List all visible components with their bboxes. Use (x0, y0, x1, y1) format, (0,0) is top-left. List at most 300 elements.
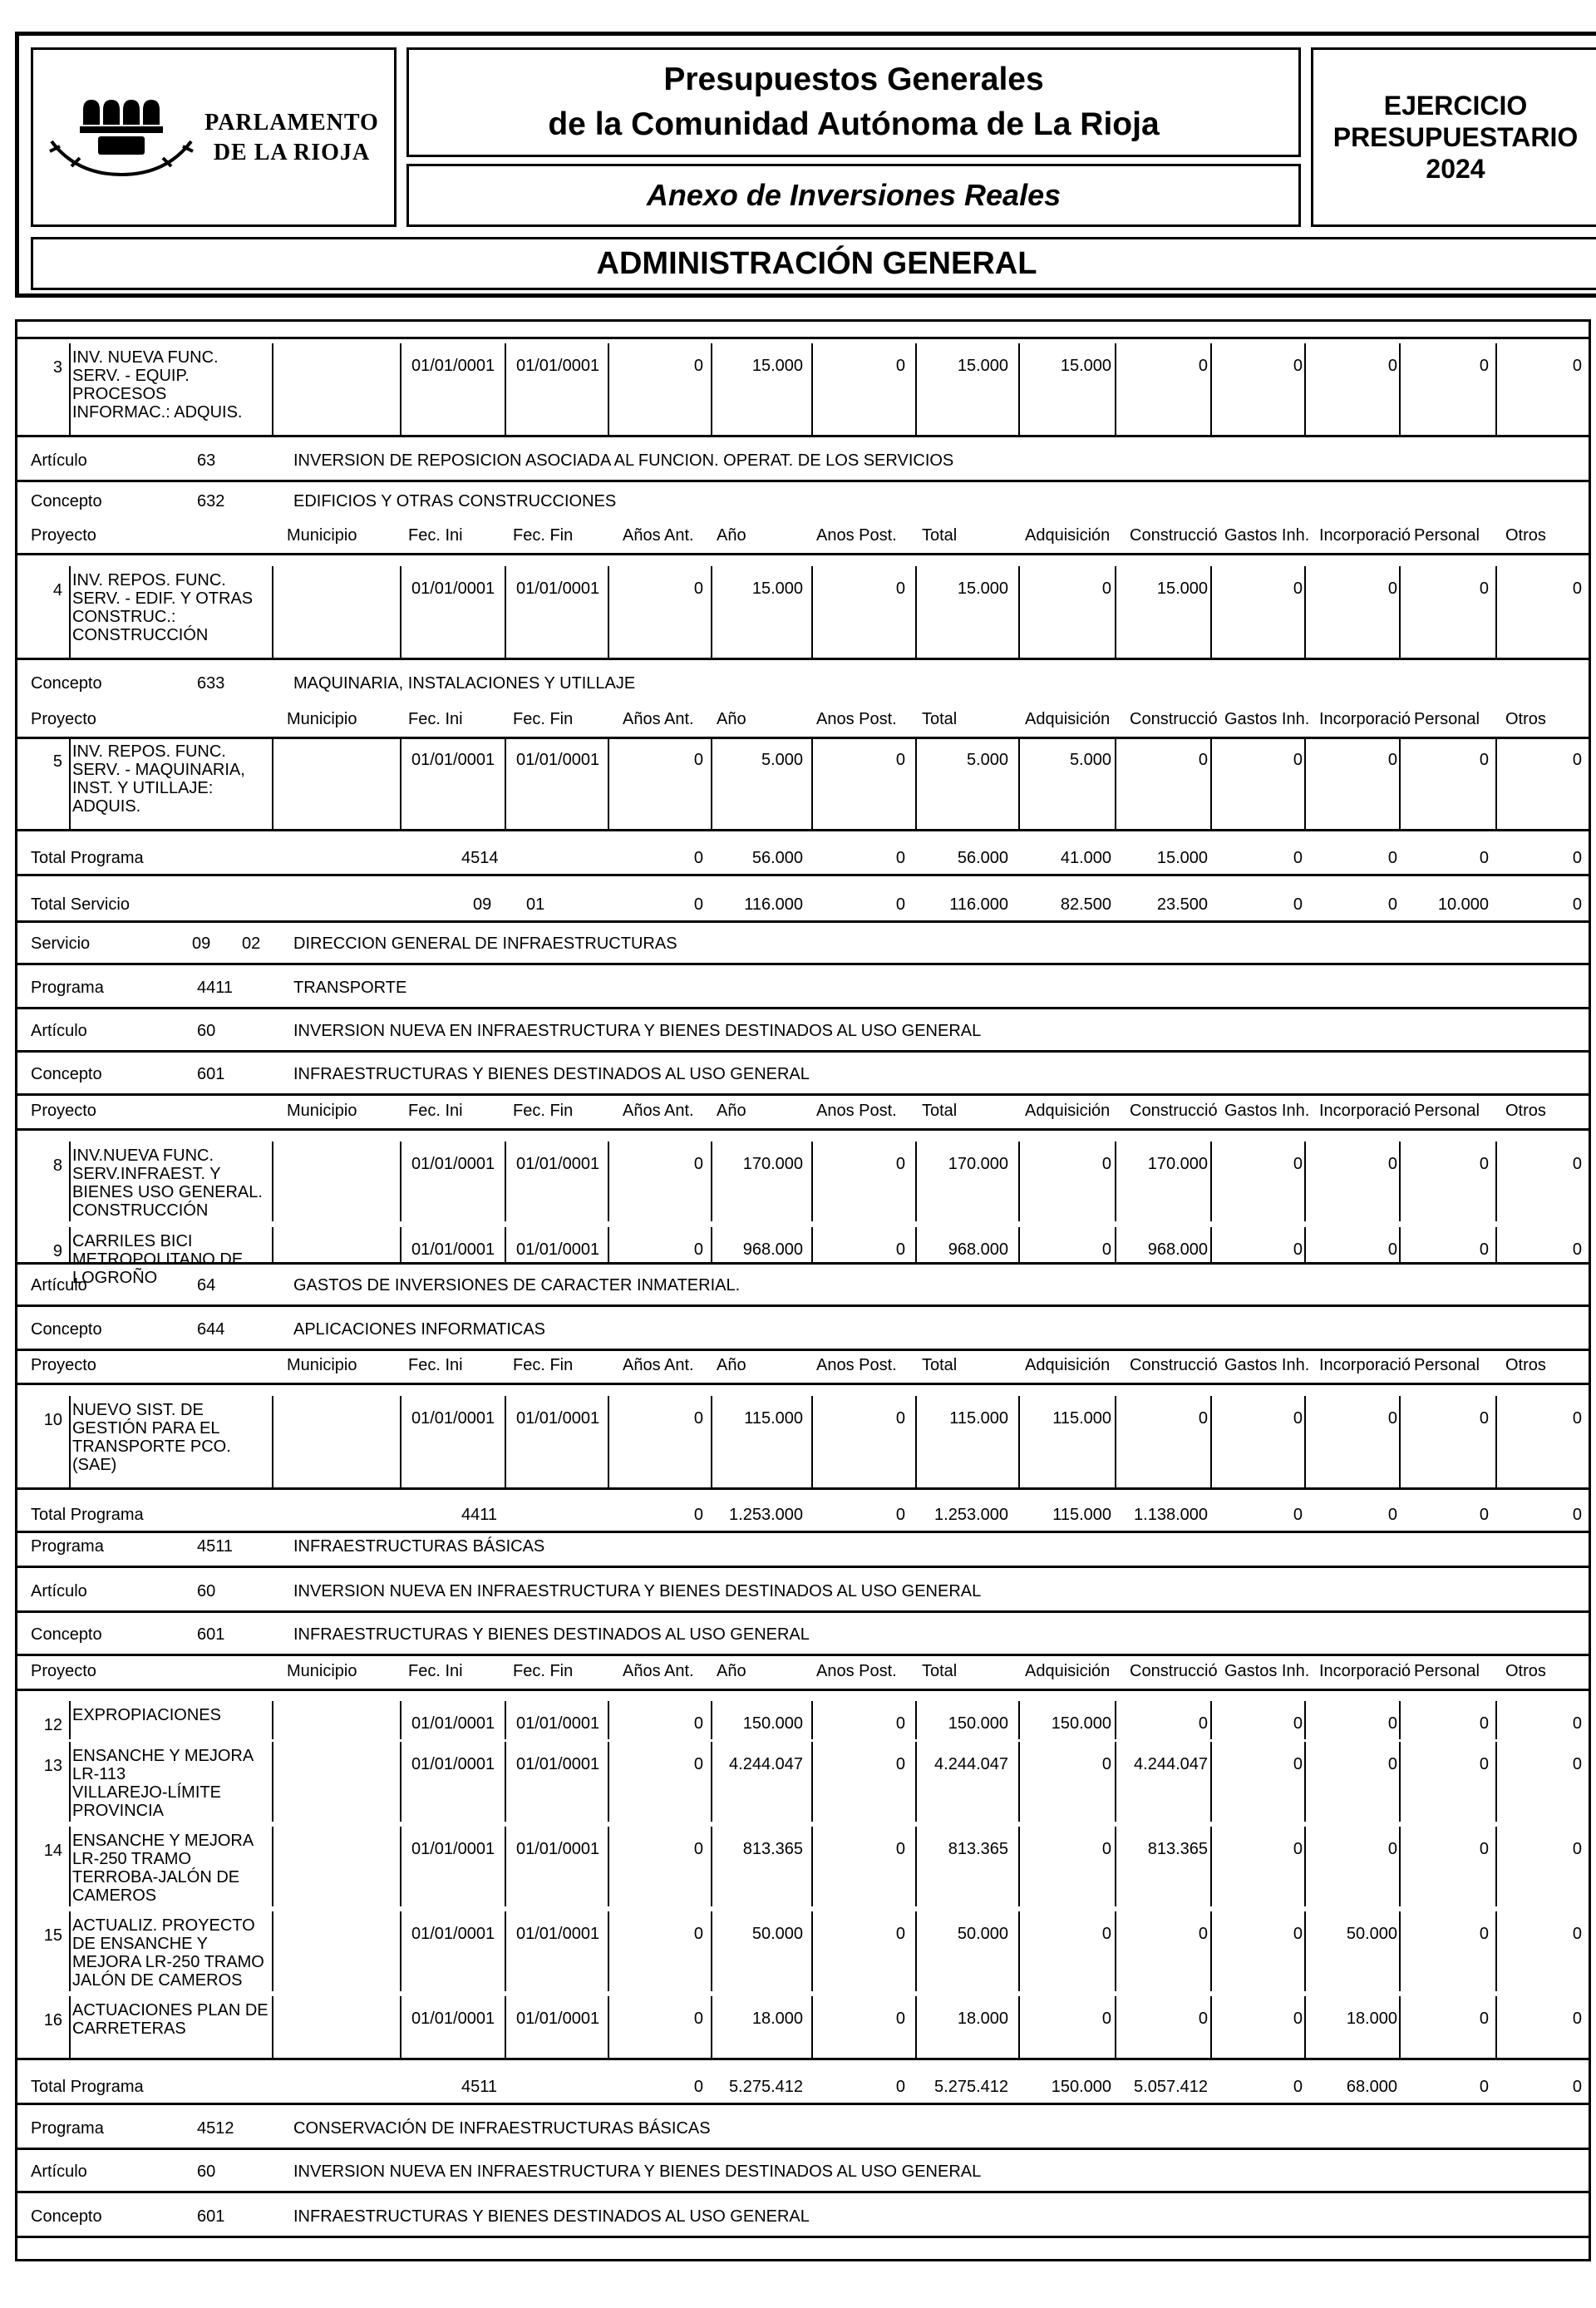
cell-rule (69, 1742, 71, 1822)
document-title (406, 47, 1301, 157)
row-rule (17, 1007, 1589, 1009)
row-rule (17, 2191, 1589, 2193)
project-value: 0 (1387, 357, 1397, 375)
title-line-2: de la Comunidad Autónoma de La Rioja (548, 106, 1160, 142)
project-value: 0 (1101, 579, 1111, 598)
cell-rule (915, 566, 917, 658)
column-header: Adquisición (1025, 1662, 1111, 1680)
project-value: 0 (1293, 1755, 1303, 1773)
row-rule (17, 1128, 1589, 1131)
project-name (72, 348, 272, 422)
row-description: EDIFICIOS Y OTRAS CONSTRUCCIONES (293, 492, 617, 510)
total-value: 15.000 (1156, 849, 1208, 867)
end-date: 01/01/0001 (516, 1155, 600, 1173)
project-value: 50.000 (1346, 1925, 1397, 1943)
cell-rule (1018, 1396, 1020, 1487)
column-header: Adquisición (1025, 1356, 1111, 1374)
row-rule (17, 480, 1589, 482)
cell-rule (272, 1996, 273, 2058)
cell-rule (1210, 1396, 1212, 1487)
cell-rule (505, 343, 506, 435)
project-name-line: LOGROÑO (72, 1269, 158, 1287)
cell-rule (1304, 566, 1306, 658)
cell-rule (1210, 1701, 1212, 1739)
total-value: 82.500 (1060, 895, 1111, 914)
cell-rule (1399, 343, 1401, 435)
project-name-line: ACTUACIONES PLAN DE (72, 2001, 268, 2020)
project-name-line: (SAE) (72, 1456, 117, 1474)
total-value: 5.057.412 (1134, 2078, 1208, 2096)
cell-rule (915, 1701, 917, 1739)
total-value: 0 (895, 849, 905, 867)
project-number: 5 (52, 752, 62, 771)
project-value: 0 (1479, 1240, 1489, 1259)
column-header: Anos Post. (816, 526, 897, 545)
row-label: Artículo (31, 1582, 87, 1600)
row-rule (17, 1304, 1589, 1307)
row-description: APLICACIONES INFORMATICAS (293, 1320, 546, 1339)
cell-rule (505, 737, 506, 829)
column-header: Proyecto (31, 1102, 96, 1120)
cell-rule (272, 343, 273, 435)
total-value: 0 (1387, 1506, 1397, 1524)
project-value: 0 (1479, 1840, 1489, 1858)
project-name-line: NUEVO SIST. DE (72, 1401, 204, 1419)
start-date: 01/01/0001 (411, 2010, 495, 2028)
row-description: INFRAESTRUCTURAS Y BIENES DESTINADOS AL USO GENERAL (293, 1065, 810, 1083)
start-date: 01/01/0001 (411, 1925, 495, 1943)
project-name-line: JALÓN DE CAMEROS (72, 1971, 243, 1990)
column-header: Personal (1414, 526, 1480, 545)
logo-box (31, 47, 397, 227)
start-date: 01/01/0001 (411, 1155, 495, 1173)
project-value: 0 (1479, 1755, 1489, 1773)
cell-rule (1018, 1827, 1020, 1906)
cell-rule (811, 1742, 813, 1822)
column-header: Personal (1414, 710, 1480, 728)
project-name (72, 2001, 272, 2038)
row-rule (17, 2103, 1589, 2105)
cell-rule (711, 737, 712, 829)
cell-rule (711, 1742, 712, 1822)
column-header: Años Ant. (623, 1356, 694, 1374)
cell-rule (1304, 737, 1306, 829)
project-value: 0 (1293, 1155, 1303, 1173)
project-name (72, 1147, 272, 1220)
total-value: 0 (1387, 895, 1397, 914)
project-value: 0 (1572, 1155, 1582, 1173)
row-rule (17, 658, 1589, 660)
start-date: 01/01/0001 (411, 357, 495, 375)
project-value: 813.365 (742, 1840, 803, 1858)
row-description: INFRAESTRUCTURAS Y BIENES DESTINADOS AL USO GENERAL (293, 2207, 810, 2226)
project-value: 0 (1479, 1155, 1489, 1173)
total-value: 116.000 (744, 895, 803, 914)
cell-rule (1115, 1701, 1116, 1739)
cell-rule (505, 566, 506, 658)
cell-rule (608, 566, 609, 658)
cell-rule (1210, 1911, 1212, 1991)
project-value: 50.000 (957, 1925, 1008, 1943)
total-code: 4514 (461, 849, 499, 867)
project-name (72, 742, 272, 816)
project-value: 0 (1387, 579, 1397, 598)
total-value: 0 (1479, 2078, 1489, 2096)
project-value: 0 (895, 1240, 905, 1259)
cell-rule (400, 566, 401, 658)
total-value: 115.000 (1052, 1506, 1111, 1524)
cell-rule (811, 1142, 813, 1221)
project-value: 0 (1293, 1409, 1303, 1428)
cell-rule (1210, 1827, 1212, 1906)
total-value: 0 (1479, 849, 1489, 867)
project-value: 0 (1572, 1714, 1582, 1733)
cell-rule (1495, 343, 1497, 435)
project-value: 0 (1387, 1240, 1397, 1259)
project-value: 15.000 (957, 579, 1008, 598)
cell-rule (1115, 1827, 1116, 1906)
project-value: 15.000 (1060, 357, 1111, 375)
row-label: Artículo (31, 451, 87, 470)
project-name (72, 1832, 272, 1905)
cell-rule (1399, 1996, 1401, 2058)
cell-rule (915, 1827, 917, 1906)
column-header: Fec. Fin (513, 1102, 574, 1120)
cell-rule (1495, 737, 1497, 829)
project-name-line: GESTIÓN PARA EL (72, 1419, 220, 1438)
column-header: Construcció (1130, 526, 1218, 545)
project-value: 0 (895, 751, 905, 769)
cell-rule (811, 566, 813, 658)
cell-rule (1399, 1827, 1401, 1906)
cell-rule (915, 737, 917, 829)
cell-rule (1018, 1701, 1020, 1739)
end-date: 01/01/0001 (516, 1840, 600, 1858)
cell-rule (400, 1996, 401, 2058)
cell-rule (400, 737, 401, 829)
column-header: Gastos Inh. (1224, 1356, 1310, 1374)
project-value: 0 (1293, 1714, 1303, 1733)
row-rule (17, 435, 1589, 437)
column-header: Total (922, 1662, 958, 1680)
total-label: Total Servicio (31, 895, 130, 914)
column-header: Personal (1414, 1662, 1480, 1680)
project-value: 0 (1101, 2010, 1111, 2028)
project-value: 0 (693, 1155, 703, 1173)
project-name (72, 1401, 272, 1474)
project-value: 15.000 (1156, 579, 1208, 598)
cell-rule (811, 1701, 813, 1739)
project-value: 115.000 (1052, 1409, 1111, 1428)
row-label: Concepto (31, 1320, 102, 1339)
project-value: 0 (1198, 1714, 1208, 1733)
row-rule (17, 1383, 1589, 1385)
cell-rule (1210, 343, 1212, 435)
column-header: Años Ant. (623, 1102, 694, 1120)
total-value: 23.500 (1156, 895, 1208, 914)
project-name-line: LR-113 (72, 1765, 126, 1783)
row-rule (17, 2058, 1589, 2060)
cell-rule (272, 1142, 273, 1221)
row-label: Concepto (31, 1065, 102, 1083)
cell-rule (400, 343, 401, 435)
project-name-line: CARRILES BICI (72, 1232, 193, 1250)
row-code: 4511 (197, 1537, 234, 1556)
presupuestario-label: PRESUPUESTARIO (1332, 122, 1579, 152)
project-name-line: CAMEROS (72, 1886, 157, 1905)
section-title: ADMINISTRACIÓN GENERAL (31, 237, 1596, 290)
project-value: 15.000 (957, 357, 1008, 375)
project-value: 0 (1293, 751, 1303, 769)
row-label: Programa (31, 1537, 104, 1556)
start-date: 01/01/0001 (411, 1714, 495, 1733)
cell-rule (711, 1142, 712, 1221)
project-value: 0 (1479, 1714, 1489, 1733)
total-value: 10.000 (1437, 895, 1489, 914)
project-name-line: TERROBA-JALÓN DE (72, 1868, 240, 1886)
row-rule (17, 1654, 1589, 1656)
column-header: Incorporació (1319, 526, 1411, 545)
cell-rule (1115, 566, 1116, 658)
project-value: 968.000 (742, 1240, 803, 1259)
cell-rule (1495, 1742, 1497, 1822)
cell-rule (608, 1227, 609, 1262)
cell-rule (400, 1911, 401, 1991)
end-date: 01/01/0001 (516, 357, 600, 375)
cell-rule (69, 1227, 71, 1262)
column-header: Años Ant. (623, 1662, 694, 1680)
project-value: 18.000 (957, 2010, 1008, 2028)
cell-rule (400, 1396, 401, 1487)
project-value: 0 (1387, 1755, 1397, 1773)
row-code: 644 (197, 1320, 225, 1339)
project-number: 14 (43, 1842, 62, 1860)
total-value: 1.253.000 (934, 1506, 1008, 1524)
cell-rule (915, 1996, 917, 2058)
project-value: 0 (1293, 1240, 1303, 1259)
project-value: 0 (1387, 751, 1397, 769)
row-label: Concepto (31, 2207, 102, 2226)
row-rule (17, 920, 1589, 923)
row-description: INVERSION DE REPOSICION ASOCIADA AL FUNCION. OPERAT. DE LOS SERVICIOS (293, 451, 954, 470)
project-number: 10 (43, 1411, 62, 1429)
cell-rule (711, 1827, 712, 1906)
row-code: 601 (197, 1065, 225, 1083)
row-code: 60 (197, 2163, 216, 2181)
cell-rule (1115, 1142, 1116, 1221)
project-name (72, 1706, 272, 1724)
project-value: 0 (1101, 1155, 1111, 1173)
project-name-line: CONSTRUCCIÓN (72, 1201, 209, 1220)
cell-rule (1115, 343, 1116, 435)
cell-rule (1018, 1742, 1020, 1822)
fiscal-year-box (1311, 47, 1596, 227)
row-description: MAQUINARIA, INSTALACIONES Y UTILLAJE (293, 674, 636, 693)
row-description: INVERSION NUEVA EN INFRAESTRUCTURA Y BIENES DESTINADOS AL USO GENERAL (293, 1582, 982, 1600)
project-name-line: BIENES USO GENERAL. (72, 1183, 263, 1201)
project-value: 0 (1198, 2010, 1208, 2028)
title-line-1: Presupuestos Generales (663, 62, 1044, 97)
project-value: 0 (693, 1925, 703, 1943)
cell-rule (505, 1396, 506, 1487)
cell-rule (711, 1911, 712, 1991)
row-code: 02 (242, 935, 261, 953)
total-value: 150.000 (1051, 2078, 1111, 2096)
project-value: 0 (693, 1240, 703, 1259)
cell-rule (1399, 1396, 1401, 1487)
total-label: Total Programa (31, 1506, 144, 1524)
ejercicio-label: EJERCICIO (1383, 91, 1528, 121)
column-header: Personal (1414, 1102, 1480, 1120)
total-value: 68.000 (1346, 2078, 1397, 2096)
project-value: 150.000 (1051, 1714, 1111, 1733)
total-value: 0 (693, 849, 703, 867)
total-code: 4411 (461, 1506, 498, 1524)
cell-rule (1018, 1227, 1020, 1262)
project-value: 15.000 (751, 357, 803, 375)
project-value: 0 (895, 579, 905, 598)
cell-rule (711, 566, 712, 658)
cell-rule (1495, 1996, 1497, 2058)
project-name-line: EXPROPIACIONES (72, 1706, 221, 1724)
total-code: 4511 (461, 2078, 498, 2096)
project-value: 0 (693, 357, 703, 375)
end-date: 01/01/0001 (516, 2010, 600, 2028)
cell-rule (505, 1996, 506, 2058)
project-name-line: LR-250 TRAMO (72, 1850, 192, 1868)
total-value: 0 (1293, 2078, 1303, 2096)
start-date: 01/01/0001 (411, 751, 495, 769)
start-date: 01/01/0001 (411, 1240, 495, 1259)
row-rule (17, 1262, 1589, 1265)
project-value: 4.244.047 (1134, 1755, 1208, 1773)
project-name-line: SERV. - MAQUINARIA, (72, 761, 245, 779)
cell-rule (811, 737, 813, 829)
cell-rule (272, 1911, 273, 1991)
row-rule (17, 1349, 1589, 1351)
project-value: 0 (1101, 1840, 1111, 1858)
project-name-line: INFORMAC.: ADQUIS. (72, 403, 243, 422)
project-value: 0 (1572, 1240, 1582, 1259)
cell-rule (608, 737, 609, 829)
project-value: 5.000 (1069, 751, 1111, 769)
column-header: Otros (1505, 1662, 1546, 1680)
cell-rule (1210, 1742, 1212, 1822)
project-value: 0 (1293, 1840, 1303, 1858)
cell-rule (1115, 737, 1116, 829)
row-code: 60 (197, 1022, 216, 1040)
cell-rule (1018, 343, 1020, 435)
total-value: 0 (1572, 849, 1582, 867)
cell-rule (1304, 1142, 1306, 1221)
project-value: 0 (1387, 1155, 1397, 1173)
project-name-line: INV.NUEVA FUNC. (72, 1147, 214, 1165)
column-header: Anos Post. (816, 1356, 897, 1374)
cell-rule (400, 1827, 401, 1906)
project-value: 0 (1198, 1925, 1208, 1943)
project-value: 0 (693, 1840, 703, 1858)
row-rule (17, 2236, 1589, 2238)
project-number: 3 (52, 358, 62, 377)
project-value: 170.000 (948, 1155, 1008, 1173)
total-code: 09 (473, 895, 492, 914)
column-header: Adquisición (1025, 1102, 1111, 1120)
cell-rule (711, 1227, 712, 1262)
project-value: 0 (693, 1755, 703, 1773)
end-date: 01/01/0001 (516, 1925, 600, 1943)
cell-rule (915, 1227, 917, 1262)
cell-rule (915, 1396, 917, 1487)
row-description: DIRECCION GENERAL DE INFRAESTRUCTURAS (293, 935, 677, 953)
project-value: 0 (895, 1155, 905, 1173)
cell-rule (505, 1827, 506, 1906)
total-label: Total Programa (31, 2078, 144, 2096)
column-header: Años Ant. (623, 526, 694, 545)
project-name-line: PROCESOS (72, 385, 167, 403)
cell-rule (1115, 1996, 1116, 2058)
column-header: Total (922, 1356, 958, 1374)
project-value: 170.000 (1147, 1155, 1208, 1173)
column-header: Municipio (287, 1356, 357, 1374)
cell-rule (811, 1396, 813, 1487)
row-label: Concepto (31, 1625, 102, 1644)
row-label: Servicio (31, 935, 91, 953)
cell-rule (400, 1227, 401, 1262)
row-label: Artículo (31, 2163, 87, 2181)
project-name (72, 1916, 272, 1990)
cell-rule (1495, 1701, 1497, 1739)
row-description: INVERSION NUEVA EN INFRAESTRUCTURA Y BIENES DESTINADOS AL USO GENERAL (293, 1022, 982, 1040)
project-value: 0 (1101, 1240, 1111, 1259)
total-value: 0 (1572, 2078, 1582, 2096)
project-value: 5.000 (761, 751, 803, 769)
total-code: 01 (526, 895, 545, 914)
project-number: 12 (43, 1716, 62, 1734)
project-name-line: METROPOLITANO DE (72, 1250, 244, 1269)
row-rule (17, 1487, 1589, 1490)
end-date: 01/01/0001 (516, 579, 600, 598)
end-date: 01/01/0001 (516, 1240, 600, 1259)
cell-rule (1399, 566, 1401, 658)
project-number: 8 (52, 1156, 62, 1175)
column-header: Adquisición (1025, 526, 1111, 545)
cell-rule (69, 737, 71, 829)
project-value: 0 (1572, 579, 1582, 598)
column-header: Proyecto (31, 1662, 96, 1680)
project-name-line: INV. NUEVA FUNC. (72, 348, 219, 367)
project-name-line: CONSTRUCCIÓN (72, 626, 209, 644)
cell-rule (1495, 1911, 1497, 1991)
row-label: Concepto (31, 492, 102, 510)
cell-rule (915, 343, 917, 435)
project-value: 968.000 (948, 1240, 1008, 1259)
logo-line-2: DE LA RIOJA (213, 140, 371, 165)
project-value: 0 (1293, 2010, 1303, 2028)
total-value: 0 (895, 1506, 905, 1524)
cell-rule (811, 343, 813, 435)
project-name (72, 1747, 272, 1820)
project-number: 16 (43, 2011, 62, 2029)
total-value: 56.000 (957, 849, 1008, 867)
cell-rule (505, 1701, 506, 1739)
column-header: Fec. Ini (408, 1356, 463, 1374)
cell-rule (1399, 1742, 1401, 1822)
cell-rule (608, 1996, 609, 2058)
cell-rule (69, 1996, 71, 2058)
cell-rule (711, 1701, 712, 1739)
column-header: Construcció (1130, 710, 1218, 728)
cell-rule (272, 1396, 273, 1487)
